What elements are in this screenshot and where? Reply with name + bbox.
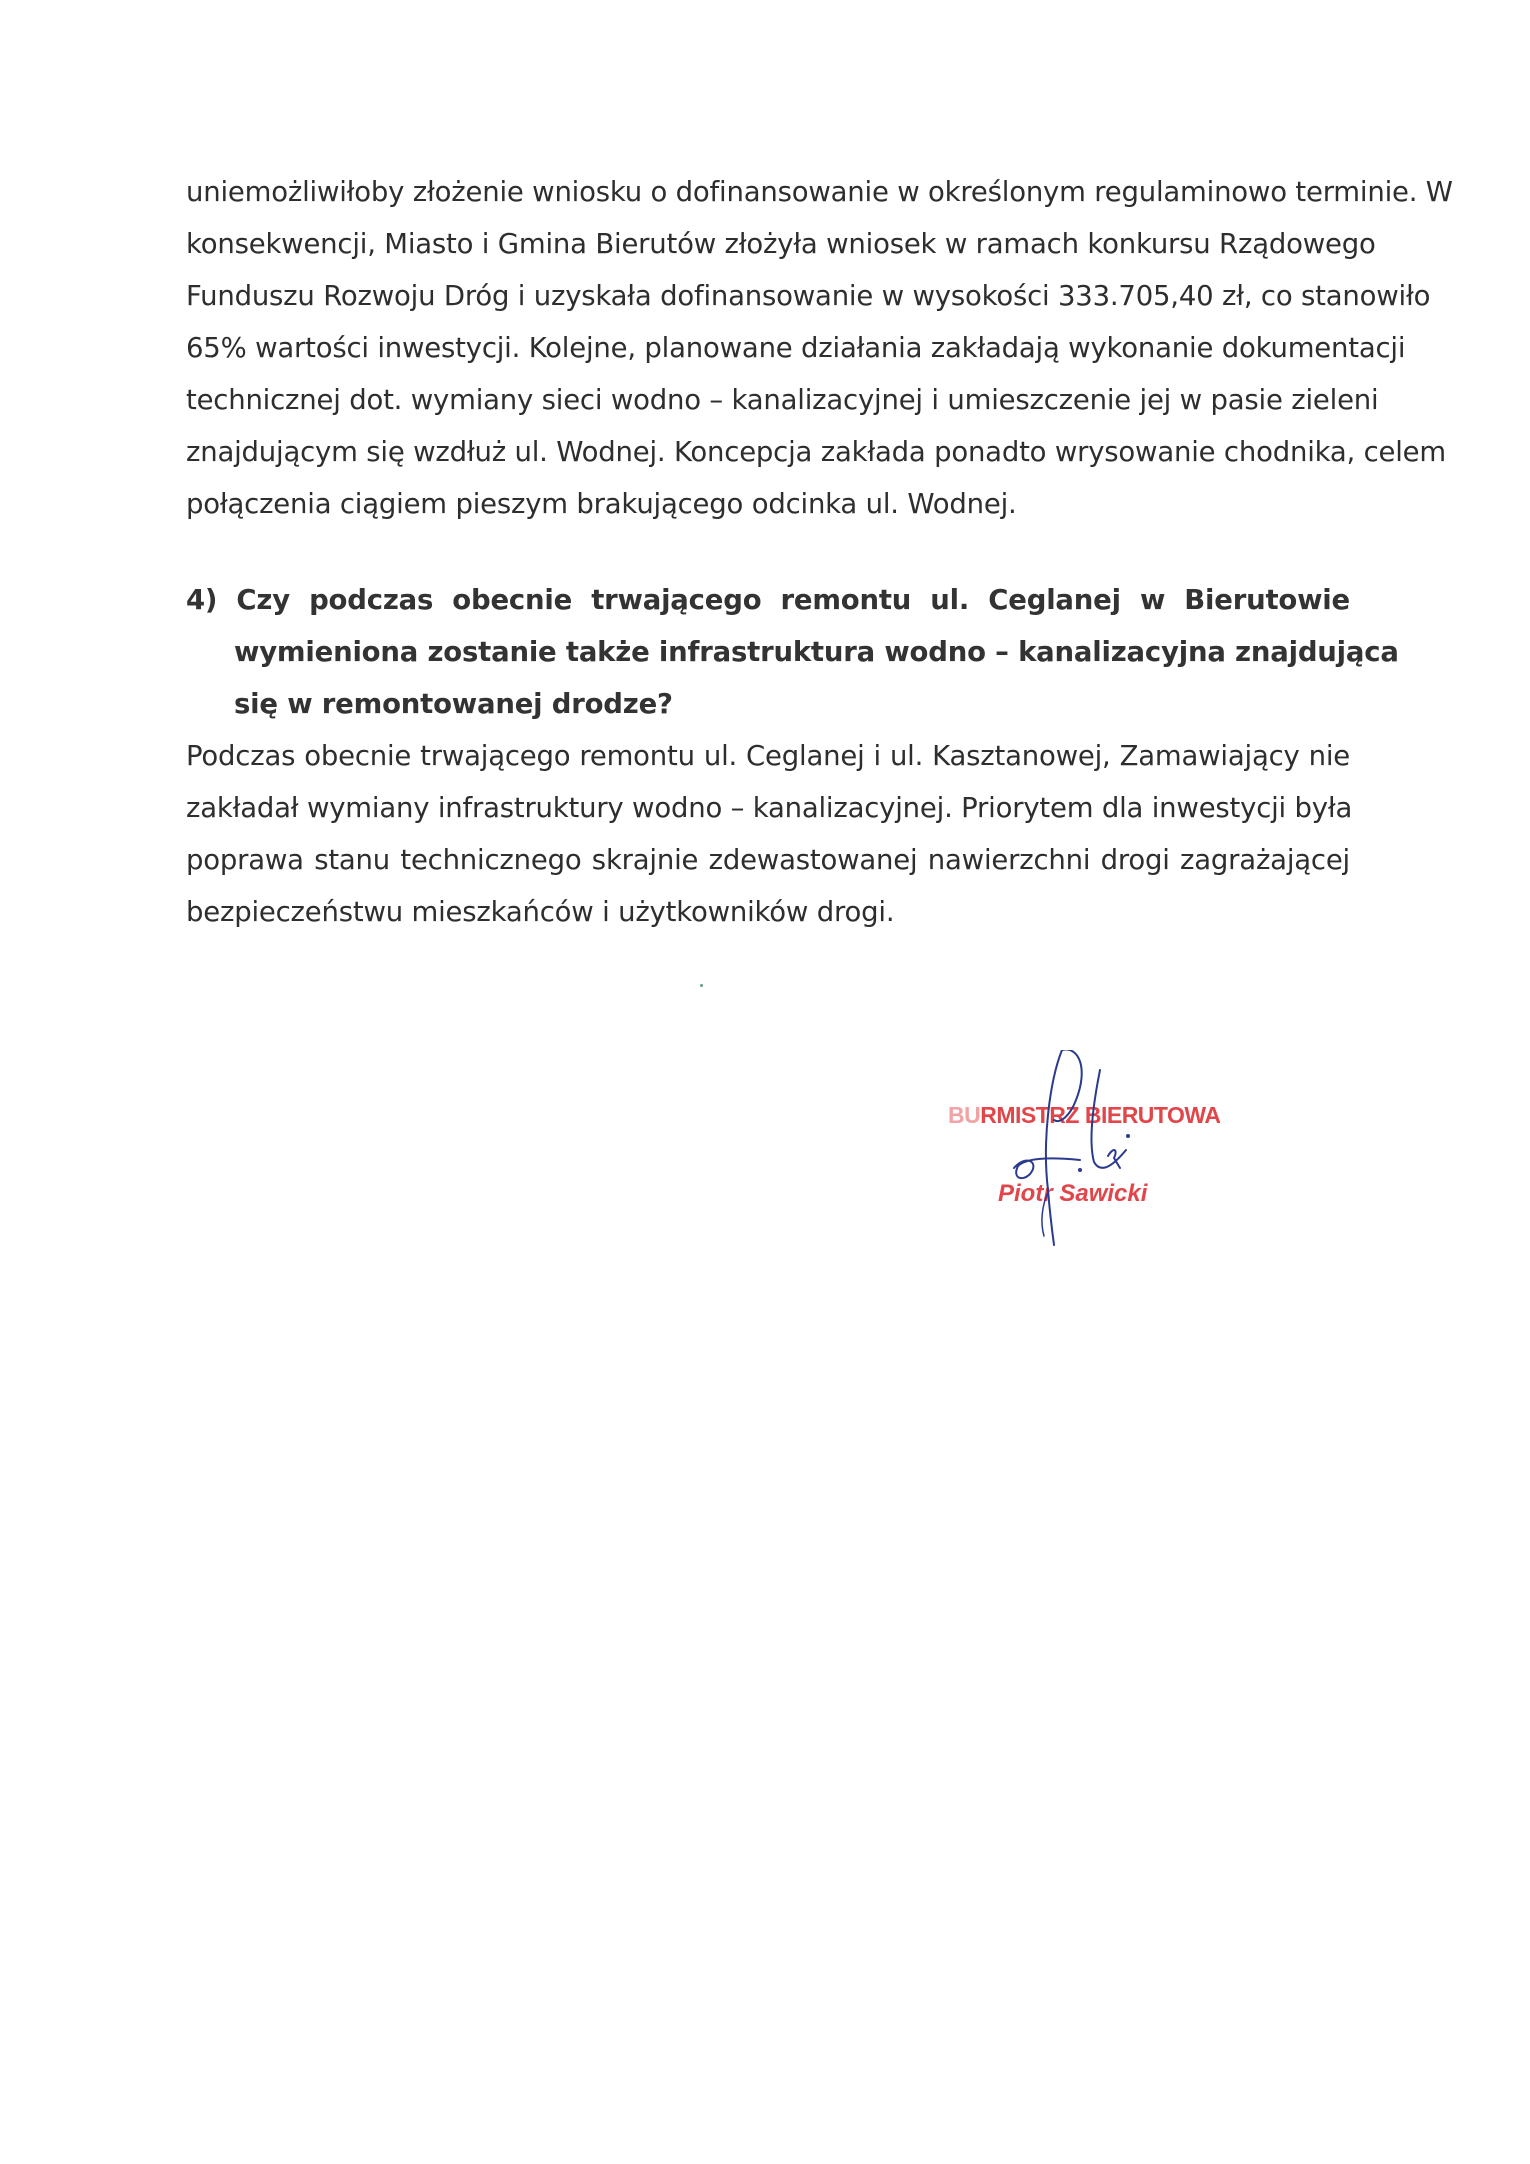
text-line: bezpieczeństwu mieszkańców i użytkowników drogi.	[186, 896, 895, 928]
text-line: konsekwencji, Miasto i Gmina Bierutów złożyła wniosek w ramach konkursu Rządowego	[186, 228, 1376, 260]
stamp-name: Piotr Sawicki	[998, 1180, 1148, 1207]
stamp-title-faded: B	[948, 1102, 965, 1128]
stamp-title-main: RMISTRZ BIERUTOWA	[980, 1102, 1221, 1128]
stamp-title-faded-2: U	[964, 1102, 981, 1128]
question-4	[186, 574, 1399, 730]
question-line: wymieniona zostanie także infrastruktura wodno – kanalizacyjna znajdująca	[234, 636, 1399, 668]
answer-paragraph-continued	[186, 166, 1453, 530]
question-line: 4) Czy podczas obecnie trwającego remontu ul. Ceglanej w Bierutowie	[186, 584, 1350, 616]
mayor-stamp	[930, 1050, 1250, 1250]
handwritten-signature	[930, 1050, 1250, 1250]
text-line: poprawa stanu technicznego skrajnie zdewastowanej nawierzchni drogi zagrażającej	[186, 844, 1350, 876]
text-line: połączenia ciągiem pieszym brakującego odcinka ul. Wodnej.	[186, 488, 1017, 520]
text-line: Funduszu Rozwoju Dróg i uzyskała dofinansowanie w wysokości 333.705,40 zł, co stanowiło	[186, 280, 1431, 312]
text-line: uniemożliwiłoby złożenie wniosku o dofinansowanie w określonym regulaminowo terminie. W	[186, 176, 1453, 208]
question-line: się w remontowanej drodze?	[234, 688, 673, 720]
text-line: 65% wartości inwestycji. Kolejne, planowane działania zakładają wykonanie dokumentacji	[186, 332, 1406, 364]
stray-dot	[700, 984, 703, 987]
text-line: technicznej dot. wymiany sieci wodno – kanalizacyjnej i umieszczenie jej w pasie zieleni	[186, 384, 1379, 416]
answer-paragraph	[186, 730, 1353, 938]
text-line: Podczas obecnie trwającego remontu ul. Ceglanej i ul. Kasztanowej, Zamawiający nie	[186, 740, 1350, 772]
text-line: zakładał wymiany infrastruktury wodno – kanalizacyjnej. Priorytem dla inwestycji była	[186, 792, 1353, 824]
text-line: znajdującym się wzdłuż ul. Wodnej. Koncepcja zakłada ponadto wrysowanie chodnika, celem	[186, 436, 1446, 468]
